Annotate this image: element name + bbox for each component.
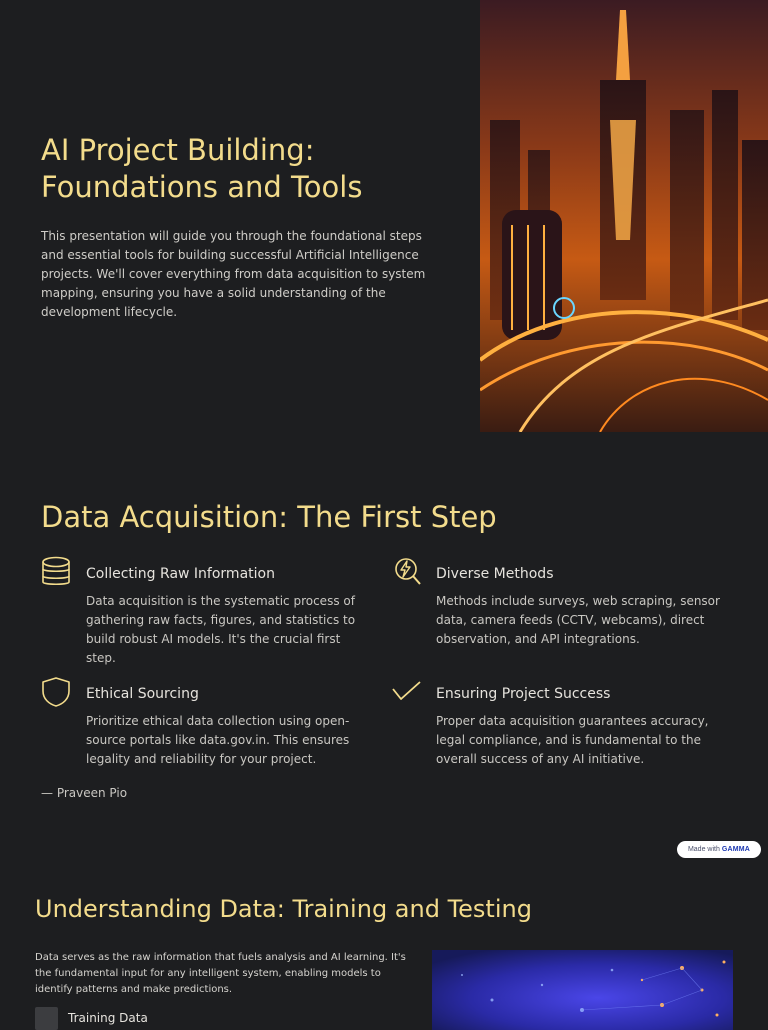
city-skyline-illustration	[480, 0, 768, 432]
search-bolt-icon	[391, 556, 423, 588]
badge-prefix: Made with	[687, 846, 720, 853]
network-nodes-illustration	[432, 950, 733, 1030]
shield-icon	[41, 676, 73, 708]
author-credit: — Praveen Pio	[41, 786, 128, 800]
feature-title: Ethical Sourcing	[86, 686, 199, 702]
check-icon	[391, 676, 423, 708]
feature-title: Diverse Methods	[436, 566, 554, 582]
slide-title: AI Project Building: Foundations and Tools	[41, 133, 363, 204]
slide-title: Data Acquisition: The First Step	[41, 500, 497, 534]
list-marker	[35, 1007, 58, 1030]
city-skyline-image	[480, 0, 768, 432]
feature-description: Proper data acquisition guarantees accuracy, legal compliance, and is fundamental to the overall success of any AI initiative.	[436, 714, 709, 766]
feature-description: Data acquisition is the systematic process of gathering raw facts, figures, and statistics to build robust AI models. It's the crucial first step.	[86, 594, 356, 665]
database-icon	[41, 556, 73, 588]
feature-description: Methods include surveys, web scraping, sensor data, camera feeds (CCTV, webcams), direct observation, and API integrations.	[436, 594, 720, 646]
slide-description: This presentation will guide you through the foundational steps and essential tools for building successful Artificial Intelligence projects. We'll cover everything from data acquisition to system mapping, ensuring you have a solid understanding of the development lifecycle.	[41, 229, 426, 319]
list-item-training-data: Training Data	[68, 1011, 148, 1025]
network-nodes-image	[432, 950, 733, 1030]
made-with-gamma-badge[interactable]	[677, 841, 761, 858]
slide-title: Understanding Data: Training and Testing	[35, 895, 532, 923]
gamma-logo: GAMMA	[721, 846, 751, 853]
feature-title: Ensuring Project Success	[436, 686, 611, 702]
feature-description: Prioritize ethical data collection using open-source portals like data.gov.in. This ensures legality and reliability for your project.	[86, 714, 350, 766]
slide-description: Data serves as the raw information that fuels analysis and AI learning. It's the fundamental input for any intelligent system, enabling models to identify patterns and make predictions.	[35, 952, 406, 995]
feature-title: Collecting Raw Information	[86, 566, 275, 582]
